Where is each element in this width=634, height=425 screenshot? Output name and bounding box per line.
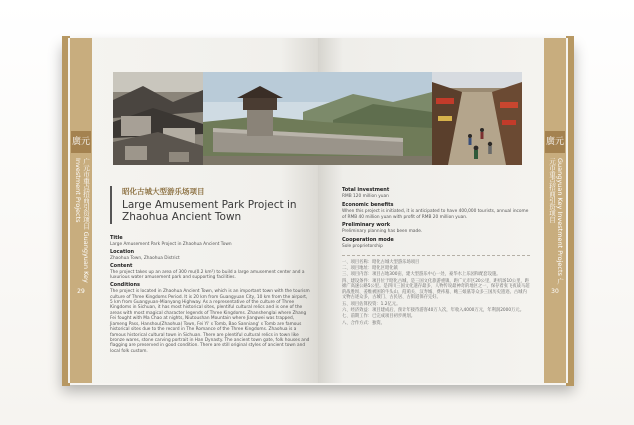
section-heading: Title <box>110 235 123 241</box>
guangyuan-logo: 廣元 <box>545 131 565 153</box>
title-english-line1: Large Amusement Park Project in <box>122 199 297 211</box>
right-side-band <box>544 38 566 383</box>
title-english-line2: Zhaohua Ancient Town <box>122 211 242 223</box>
section-heading: Preliminary work <box>342 222 391 229</box>
project-title-block <box>110 186 310 223</box>
section-heading: Total investment <box>342 187 390 193</box>
list-item: 一、项目名称：昭化古城大型游乐场项目 <box>342 259 420 265</box>
right-text-column <box>342 186 530 327</box>
left-side-band <box>70 38 92 383</box>
section-body: The project is located in Zhaohua Ancient Town, which is an important town with the tourism culture of Three Kingdoms Period. It is 20 km from Guangyuan City, 10 km from the airport, 5 km from Guangyuan-Mianyang Highway. As a representative of the culture of Three Kingdoms in Sichuan, it has most historical sites, plentiful cultural relics and is one of the areas with most magical character legends of Three Kingdoms. Zhanshenglai where Zhang Fei fought with Ma Chao at nights, Niutoushan Mountain where Jiangwei was trapped, Jiameng Pass, Hanshou(Zhaohua) Town, Fei Yi' s Tomb, Bao Sanniang' s Tomb are famous historical sites due to the record in The Romance of the Three Kingdoms. Zhaohua is a famous historical cultural town in Sichuan. There are plentiful cultural relics in town like bronze wares, stone carving portrait in Han Dynasty. The ancient town gate, folk houses and flagging are preserved in good condition. There are still original styles of ancient town and local folk custom. <box>110 289 310 354</box>
list-item: 六、经济效益：项目建成后，预计年接待游客40万人次，年收入4000万元，年利润2000万元。 <box>342 307 525 313</box>
photo-city-wall <box>203 72 432 165</box>
title-chinese: 昭化古城大型游乐场项目 <box>122 187 205 196</box>
section-body: RMB 120 million yuan <box>342 194 389 200</box>
section-body: Sole proprietorship <box>342 244 383 250</box>
list-item: 八、合作方式：独资。 <box>342 320 385 326</box>
list-item: 五、项目估算投资：1.2亿元。 <box>342 301 401 307</box>
list-item: 七、前期工作：已完成项目初步规划。 <box>342 314 416 320</box>
title-accent-bar <box>110 186 120 224</box>
list-item: 四、建设条件：项目位于昭化古城，是三国文化旅游重镇，距广元市区20公里，距机场10公里，距绵广高速公路5公里。是四川三国文化遗存最多、人物传说最神奇的地区之一，保存着张飞夜战马超的战胜坝、姜维被困的牛头山、葭萌关、汉寿城、费祎墓、鲍三娘墓等众多三国历史遗迹。古城内文物古迹众多，古城门、古民居、古街道保存完好。 <box>342 278 530 301</box>
section-body: Preliminary planning has been made. <box>342 229 423 235</box>
section-body: Large Amusement Park Project in Zhaohua Ancient Town <box>110 242 232 248</box>
chinese-summary-list <box>342 260 530 326</box>
section-body: The project takes up an area of 300 mu(0.2 km²) to build a large amusement center and a luxurious water amusement park and supporting facilities. <box>110 270 305 281</box>
page-number: 30 <box>551 288 559 295</box>
section-divider <box>342 255 530 256</box>
band-vertical-text: Guangyuan Key Investment Projects 广元市重点招商引资项目 <box>548 158 564 285</box>
section-heading: Cooperation mode <box>342 236 394 243</box>
photo-rooftops <box>113 72 203 165</box>
list-item: 三、项目内容：项目占地300亩，建大型游乐中心一处，豪华水上乐园和配套设施。 <box>342 272 501 278</box>
section-body: Zhaohua Town, Zhaohua District <box>110 256 180 262</box>
section-body: When this project is initiated, it is anticipated to have 400,000 tourists, annual income of RMB 40 million yuan with profit of RMB 20 million yuan. <box>342 209 529 220</box>
section-heading: Content <box>110 262 133 269</box>
band-vertical-text: 广元市重点招商引资项目 Guangyuan Key Investment Projects <box>74 158 90 283</box>
left-text-column <box>110 234 310 356</box>
photo-strip <box>113 72 522 165</box>
section-heading: Location <box>110 248 135 255</box>
guangyuan-logo: 廣元 <box>71 131 91 153</box>
section-heading: Economic benefits <box>342 201 394 208</box>
list-item: 二、项目地址：昭化区昭化镇 <box>342 266 398 272</box>
section-heading: Conditions <box>110 281 141 288</box>
page-number: 29 <box>77 288 85 295</box>
photo-street <box>432 72 522 165</box>
